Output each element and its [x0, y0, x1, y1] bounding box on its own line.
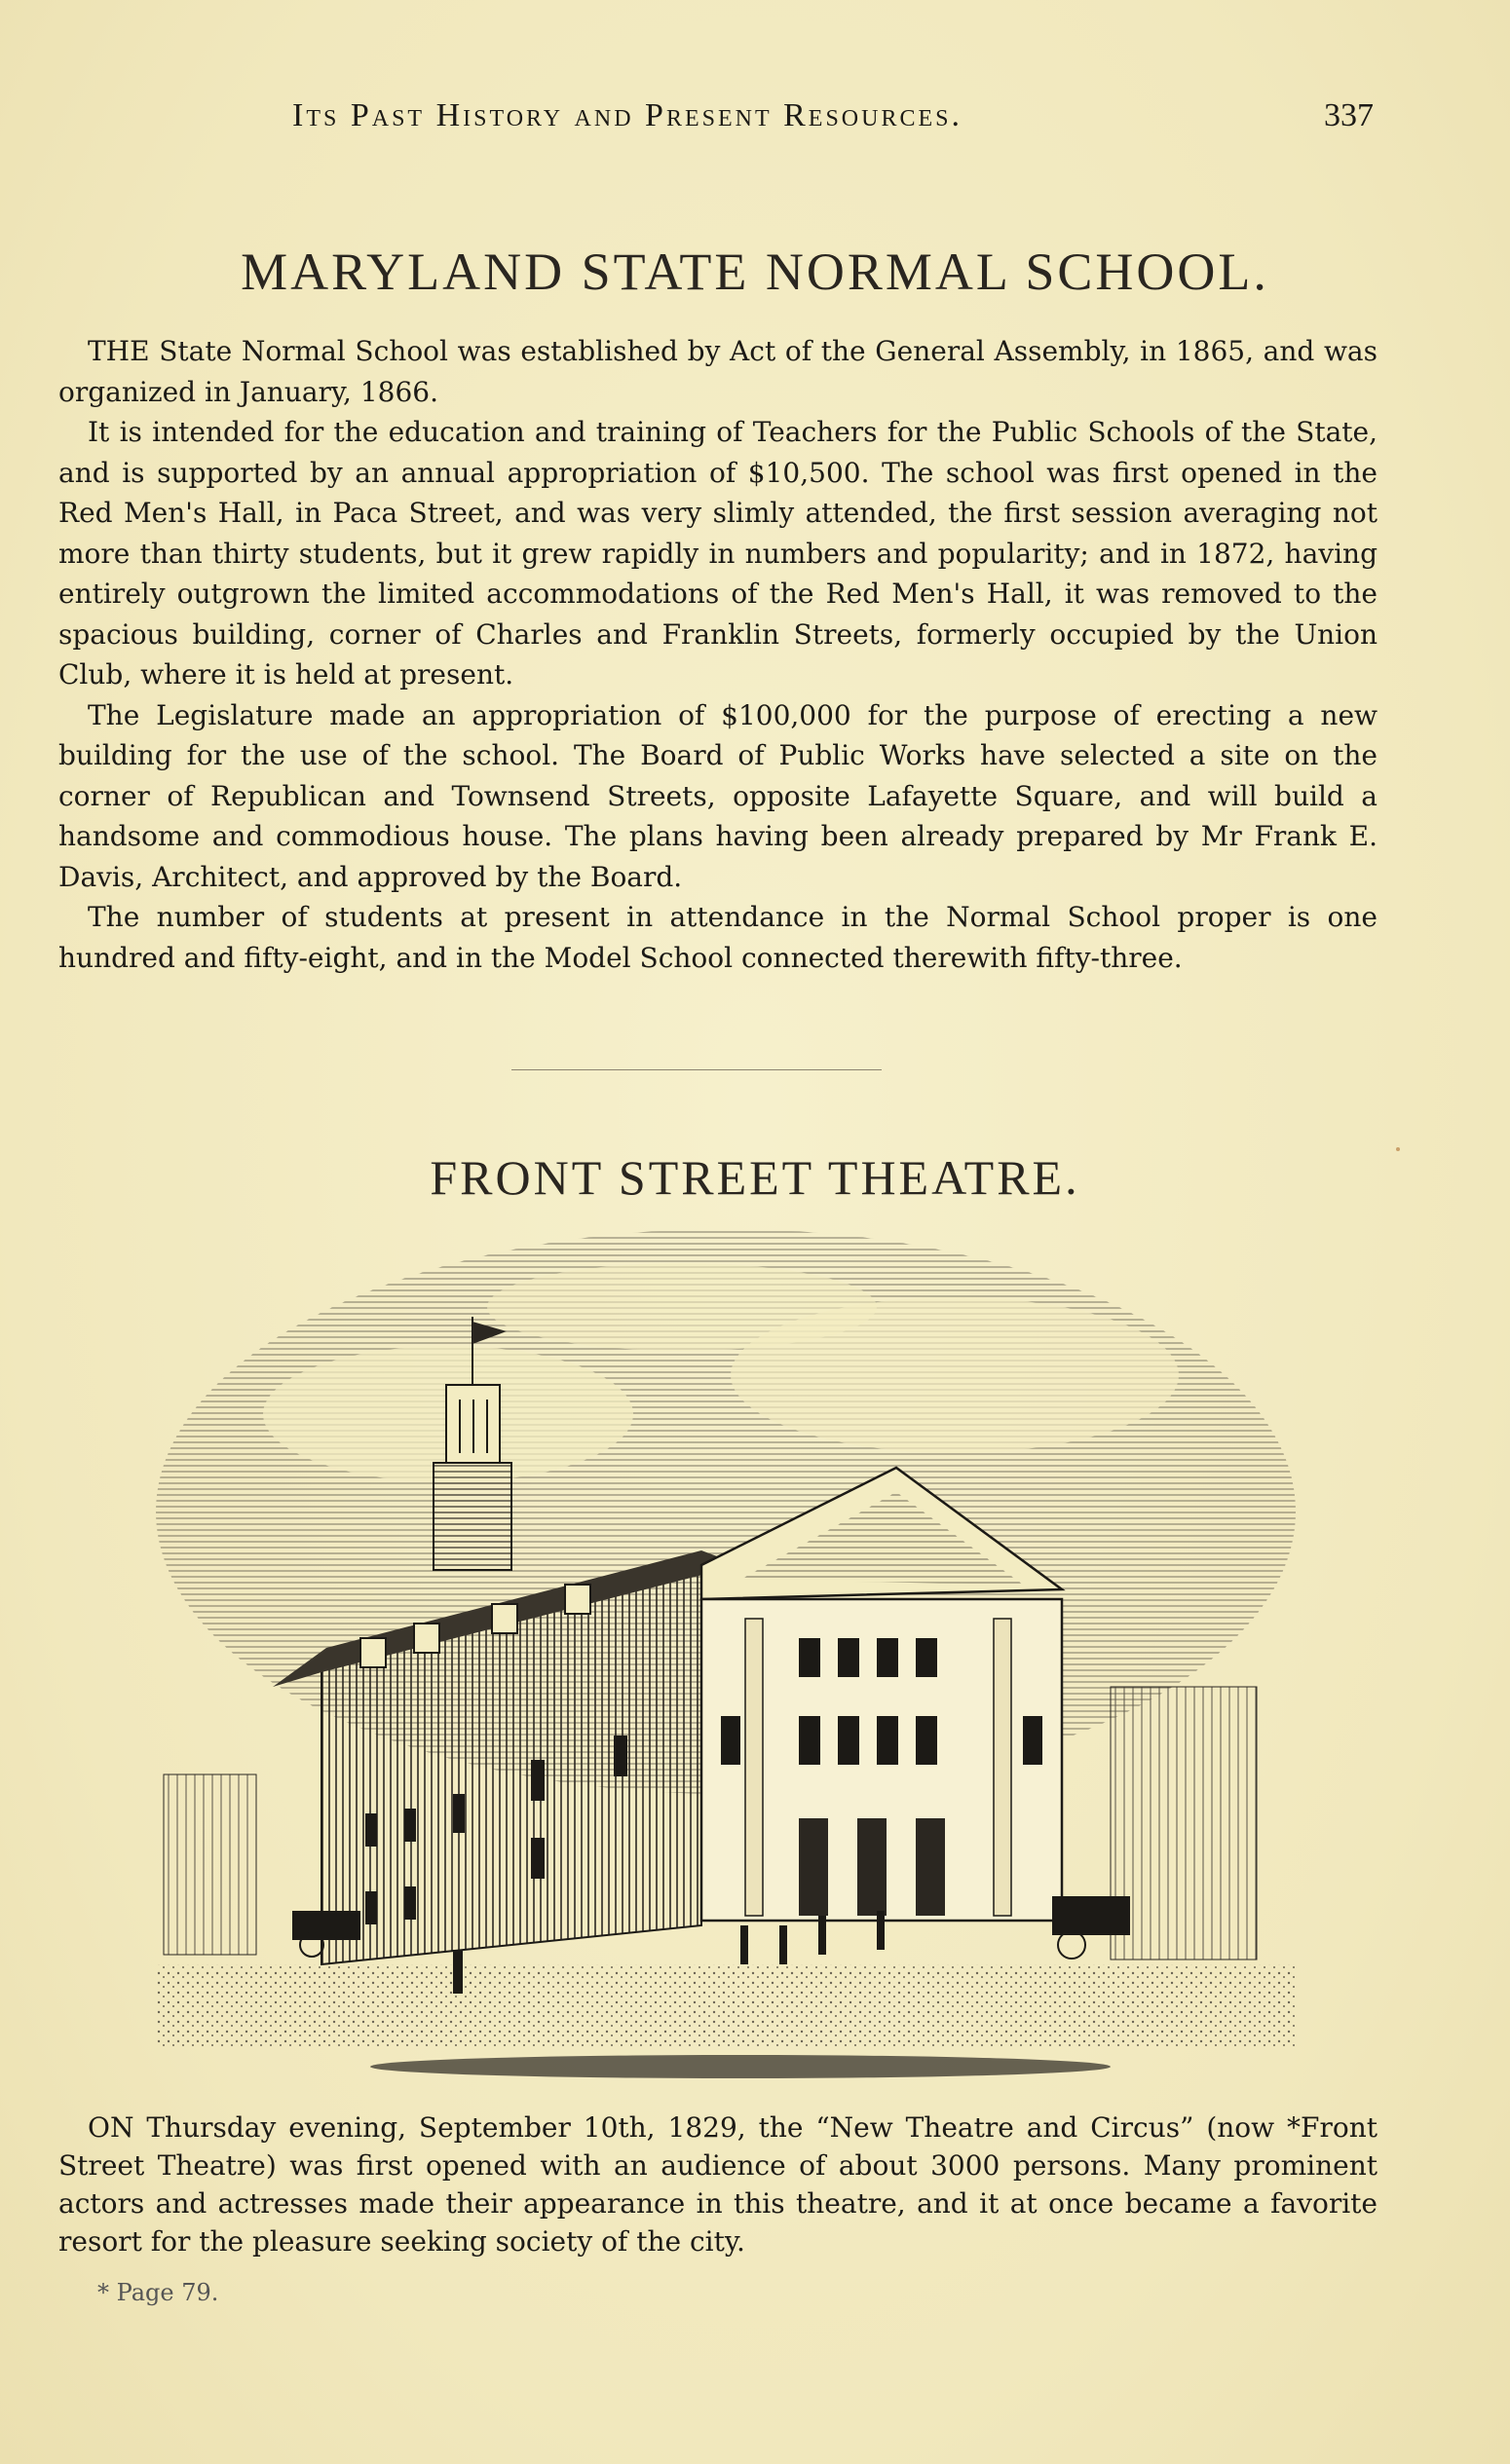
paragraph: ON Thursday evening, September 10th, 1829, the “New Theatre and Circus” (now *Front Street Theatre) was first opened with an audience of about 3000 persons. Many prominent actors and actresses made their appearance in this theatre, and it at once became a favorite resort for the pleasure seeking society of the city. [58, 2111, 1378, 2258]
theatre-engraving [156, 1229, 1296, 2081]
section-title-front-street-theatre: FRONT STREET THEATRE. [430, 1150, 1080, 1205]
theatre-text [58, 2109, 1378, 2260]
paragraph: It is intended for the education and training of Teachers for the Public Schools of the State, and is supported by an annual appropriation of $10,500. The school was first opened in the Red Men's Hall, in Paca Street, and was very slimly attended, the first session averaging not more than thirty students, but it grew rapidly in numbers and popularity; and in 1872, having entirely outgrown the limited accommodations of the Red Men's Hall, it was removed to the spacious building, corner of Charles and Franklin Streets, formerly occupied by the Union Club, where it is held at present. [58, 416, 1378, 691]
paragraph: The Legislature made an appropriation of $100,000 for the purpose of erecting a new building for the use of the school. The Board of Public Works have selected a site on the corner of Republican and Townsend Streets, opposite Lafayette Square, and will build a handsome and commodious house. The plans having been already prepared by Mr Frank E. Davis, Architect, and approved by the Board. [58, 698, 1378, 893]
street [156, 1964, 1296, 2047]
background-building-right [1111, 1687, 1257, 1960]
page-number: 337 [1324, 97, 1374, 133]
normal-school-text [58, 331, 1378, 978]
section-divider [511, 1069, 882, 1070]
paragraph: THE State Normal School was established by Act of the General Assembly, in 1865, and was organized in January, 1866. [58, 335, 1378, 408]
cloud [487, 1263, 877, 1351]
running-title: Its Past History and Present Resources. [292, 97, 963, 133]
footnote: * Page 79. [97, 2279, 219, 2306]
foreground-shadow [370, 2055, 1111, 2078]
running-head [292, 97, 1374, 136]
front-doors [799, 1818, 945, 1916]
section-title-normal-school: MARYLAND STATE NORMAL SCHOOL. [241, 243, 1269, 301]
paper-speck [1396, 1147, 1400, 1151]
paragraph: The number of students at present in attendance in the Normal School proper is one hundred and fifty-eight, and in the Model School connected therewith fifty-three. [58, 901, 1378, 974]
background-building-left [164, 1774, 256, 1955]
